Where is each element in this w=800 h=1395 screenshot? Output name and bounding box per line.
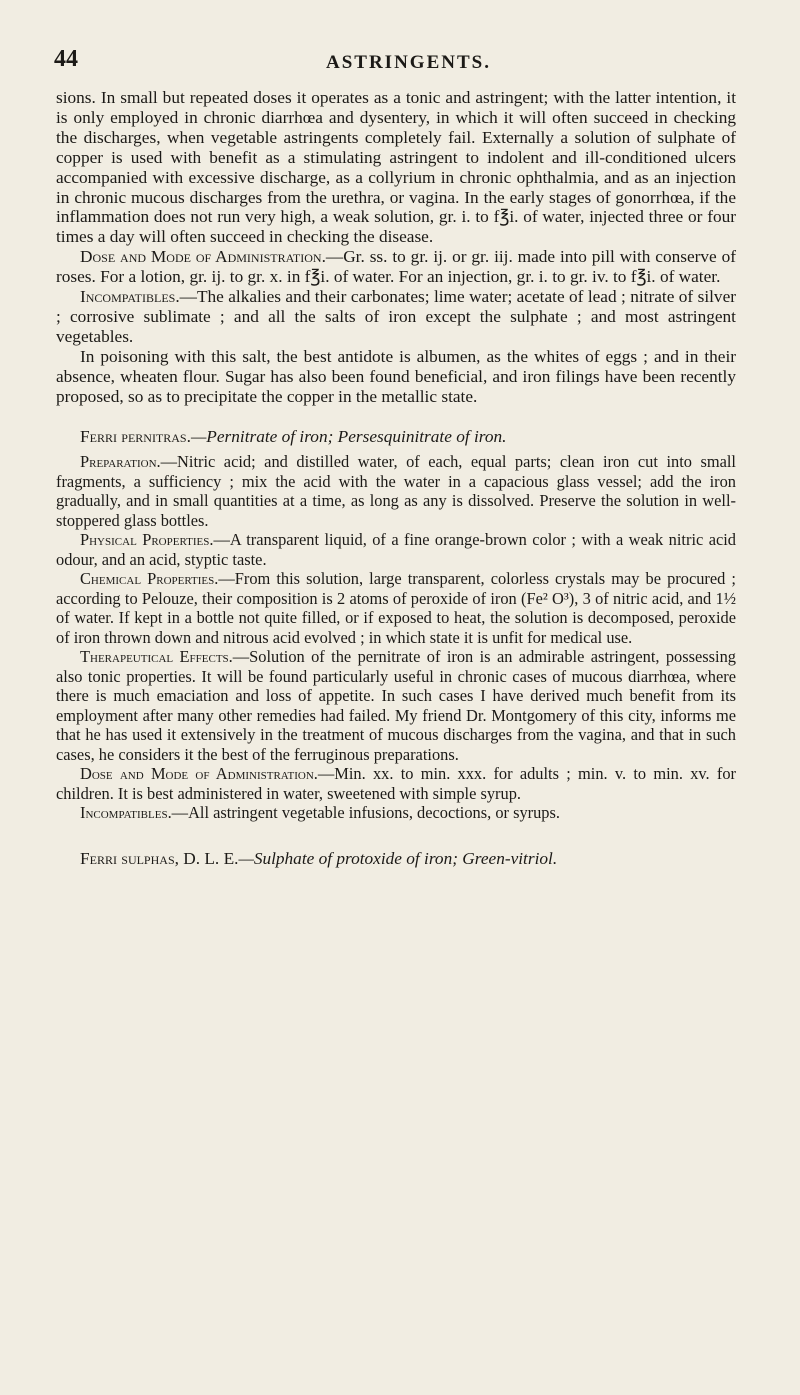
page-number: 44 — [54, 46, 78, 72]
section-text: —Min. xx. to min. xxx. for adults ; min. v. to min. xv. for children. It is best administered in water, sweetened with simple syrup. — [56, 764, 736, 803]
paragraph-copper-incompatibles — [56, 287, 736, 347]
running-head: ASTRINGENTS. — [326, 52, 491, 73]
section-text: —Solution of the pernitrate of iron is an admirable astringent, possessing also tonic properties. It will be found particularly useful in chronic cases of mucous diarrhœa, where there is much emaciation and loss of appetite. In such cases I have derived much benefit from its employment after many other remedies had failed. My friend Dr. Montgomery of this city, informs me that he has used it extensively in the treatment of mucous discharges from the vagina, and that in such cases, he considers it the best of the ferruginous preparations. — [56, 647, 736, 764]
section-text: —The alkalies and their carbonates; lime water; acetate of lead ; nitrate of silver ; corrosive sublimate ; and all the salts of iron except the sulphate ; and most astringent vegetables. — [56, 287, 736, 346]
paragraph-therapeutical-effects — [56, 647, 736, 764]
section-text: —A transparent liquid, of a fine orange-brown color ; with a weak nitric acid odour, and an acid, styptic taste. — [56, 530, 737, 569]
paragraph-preparation — [56, 452, 736, 530]
section-heading: Incompatibles. — [80, 803, 172, 823]
paragraph-copper-uses: sions. In small but repeated doses it operates as a tonic and astringent; with the latter intention, it is only employed in chronic diarrhœa and dysentery, in which it will often succeed in checking the discharges, when vegetable astringents completely fail. Externally a solution of sulphate of copper is used with benefit as a stimulating astringent to indolent and ill-conditioned ulcers accompanied with excessive discharge, as a collyrium in chronic ophthalmia, and as an injection in chronic mucous discharges from the urethra, or vagina. In the early stages of gonorrhœa, if the inflammation does not run very high, a weak solution, gr. i. to f℥i. of water, injected three or four times a day will often succeed in checking the disease. — [56, 88, 736, 247]
section-text: —Nitric acid; and distilled water, of each, equal parts; clean iron cut into small fragments, a sufficiency ; mix the acid with the water in a capacious glass vessel; add the iron gradually, and in small quantities at a time, as long as any is dissolved. Preserve the solution in well-stoppered glass bottles. — [56, 452, 736, 530]
entry-title-ferri-pernitras — [56, 427, 736, 447]
page-body — [56, 88, 736, 869]
entry-synonyms: —Pernitrate of iron; Persesquinitrate of iron. — [190, 426, 507, 446]
section-heading: Chemical Properties. — [80, 569, 219, 589]
entry-name: Ferri pernitras. — [80, 426, 191, 446]
section-heading: Dose and Mode of Administration. — [80, 247, 326, 267]
section-heading: Preparation. — [80, 452, 161, 472]
entry-name: Ferri sulphas, D. L. E. — [80, 848, 239, 868]
paragraph-pernitrate-incompatibles — [56, 803, 736, 823]
section-text: —From this solution, large transparent, colorless crystals may be procured ; according to Pelouze, their composition is 2 atoms of peroxide of iron (Fe² O³), 3 of nitric acid, and 1½ of water. If kept in a bottle not quite filled, or if exposed to heat, the solution is decomposed, peroxide of iron thrown down and nitrous acid evolved ; in which state it is unfit for medical use. — [56, 569, 736, 647]
paragraph-copper-poisoning: In poisoning with this salt, the best antidote is albumen, as the whites of eggs ; and in their absence, wheaten flour. Sugar has also been found beneficial, and iron filings have been recently proposed, so as to precipitate the copper in the metallic state. — [56, 346, 736, 406]
entry-synonyms: —Sulphate of protoxide of iron; Green-vitriol. — [238, 848, 558, 868]
paragraph-pernitrate-dose — [56, 764, 736, 803]
entry-title-ferri-sulphas — [56, 849, 736, 869]
section-heading: Incompatibles. — [80, 287, 180, 307]
paragraph-copper-dose — [56, 247, 736, 287]
section-heading: Dose and Mode of Administration. — [80, 764, 318, 784]
section-text: —All astringent vegetable infusions, decoctions, or syrups. — [171, 803, 560, 823]
section-text: —Gr. ss. to gr. ij. or gr. iij. made into pill with conserve of roses. For a lotion, gr. ij. to gr. x. in f℥i. of water. For an injection, gr. i. to gr. iv. to f℥i. of water. — [56, 247, 737, 287]
section-heading: Therapeutical Effects. — [80, 647, 233, 667]
section-heading: Physical Properties. — [80, 530, 214, 550]
paragraph-chemical-properties — [56, 569, 736, 647]
page-header — [54, 46, 734, 76]
paragraph-physical-properties — [56, 530, 736, 569]
